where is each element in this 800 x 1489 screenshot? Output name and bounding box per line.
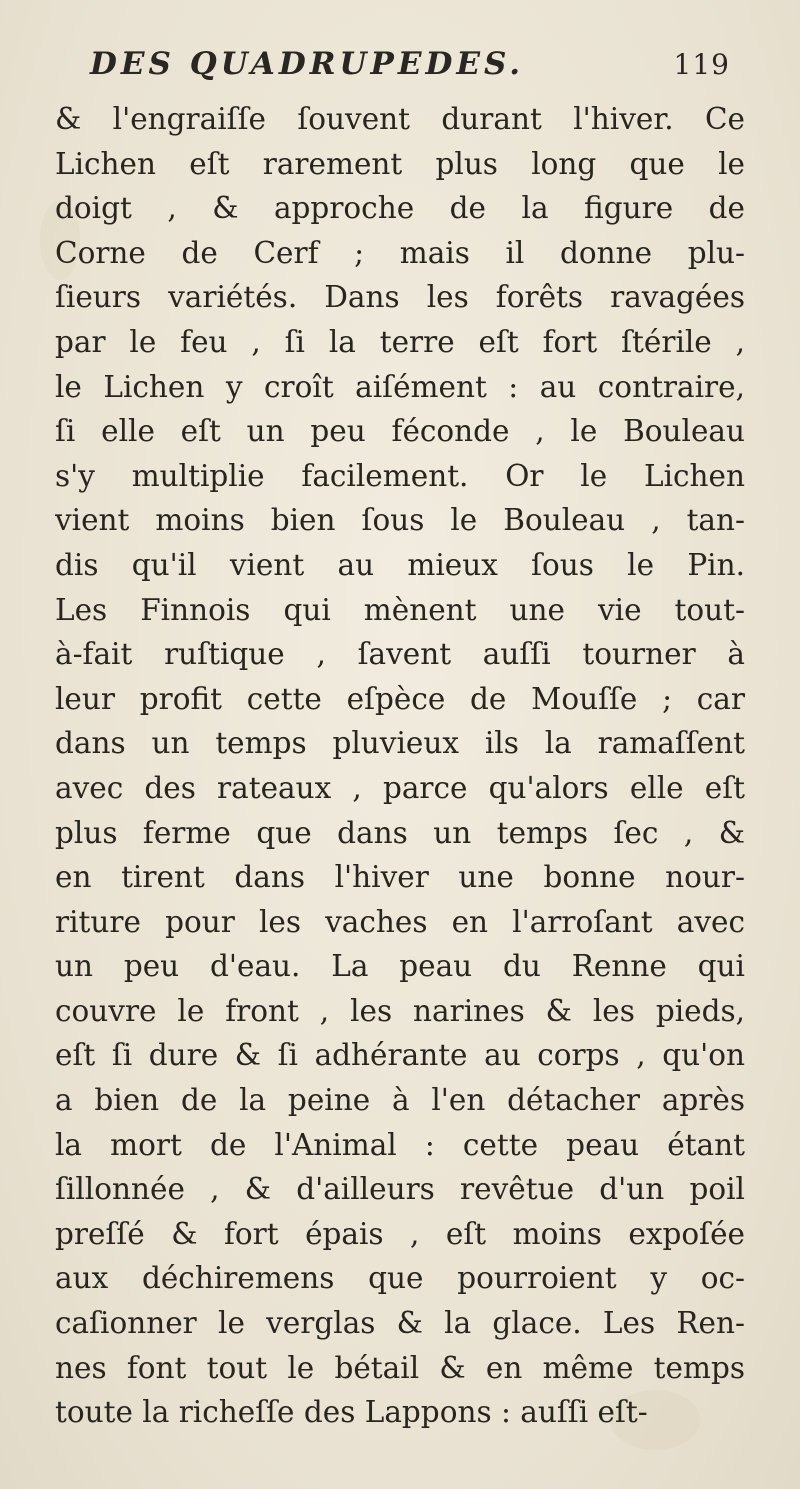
body-text [55,97,745,1435]
page-number: 119 [673,48,730,81]
text-line: vient moins bien ſous le Bouleau , tan- [55,503,745,538]
text-line: caſionner le verglas & la glace. Les Ren- [55,1306,745,1341]
text-line: dis qu'il vient au mieux ſous le Pin. [55,547,745,582]
text-line: ſi elle eſt un peu féconde , le Bouleau [55,414,745,449]
text-line: riture pour les vaches en l'arroſant avec [55,904,745,939]
text-line: Les Finnois qui mènent une vie tout- [55,592,745,627]
text-line: un peu d'eau. La peau du Renne qui [55,949,745,984]
text-line: aux déchiremens que pourroient y oc- [55,1261,745,1296]
text-line: Lichen eſt rarement plus long que le [55,146,745,181]
text-line: par le feu , ſi la terre eſt fort ſtérile , [55,324,745,359]
text-line: à-fait ruſtique , ſavent auſſi tourner à [55,637,745,672]
text-line: ſieurs variétés. Dans les forêts ravagées [55,280,745,315]
text-line: avec des rateaux , parce qu'alors elle eſt [55,770,745,805]
running-head: DES QUADRUPEDES. [90,46,525,82]
text-line: dans un temps pluvieux ils la ramaſſent [55,726,745,761]
text-line: plus ferme que dans un temps ſec , & [55,815,745,850]
text-line: en tirent dans l'hiver une bonne nour- [55,860,745,895]
text-line: le Lichen y croît aiſément : au contraire, [55,369,745,404]
text-line: a bien de la peine à l'en détacher après [55,1083,745,1118]
text-line: leur profit cette eſpèce de Mouſſe ; car [55,681,745,716]
text-line: & l'engraiſſe ſouvent durant l'hiver. Ce [55,102,745,136]
text-line: doigt , & approche de la figure de [55,191,745,226]
text-line: s'y multiplie facilement. Or le Lichen [55,458,745,493]
text-line: la mort de l'Animal : cette peau étant [55,1127,745,1162]
text-line: nes font tout le bétail & en même temps [55,1350,745,1385]
text-line: preſſé & fort épais , eſt moins expoſée [55,1216,745,1251]
text-line: ſillonnée , & d'ailleurs revêtue d'un poil [55,1172,745,1207]
text-line: couvre le front , les narines & les pieds, [55,993,745,1028]
text-line: toute la richeſſe des Lappons : auſſi eſt- [55,1395,648,1430]
page-header [70,42,730,92]
text-line: eſt ſi dure & ſi adhérante au corps , qu'on [55,1038,745,1073]
text-line: Corne de Cerf ; mais il donne plu- [55,235,745,270]
